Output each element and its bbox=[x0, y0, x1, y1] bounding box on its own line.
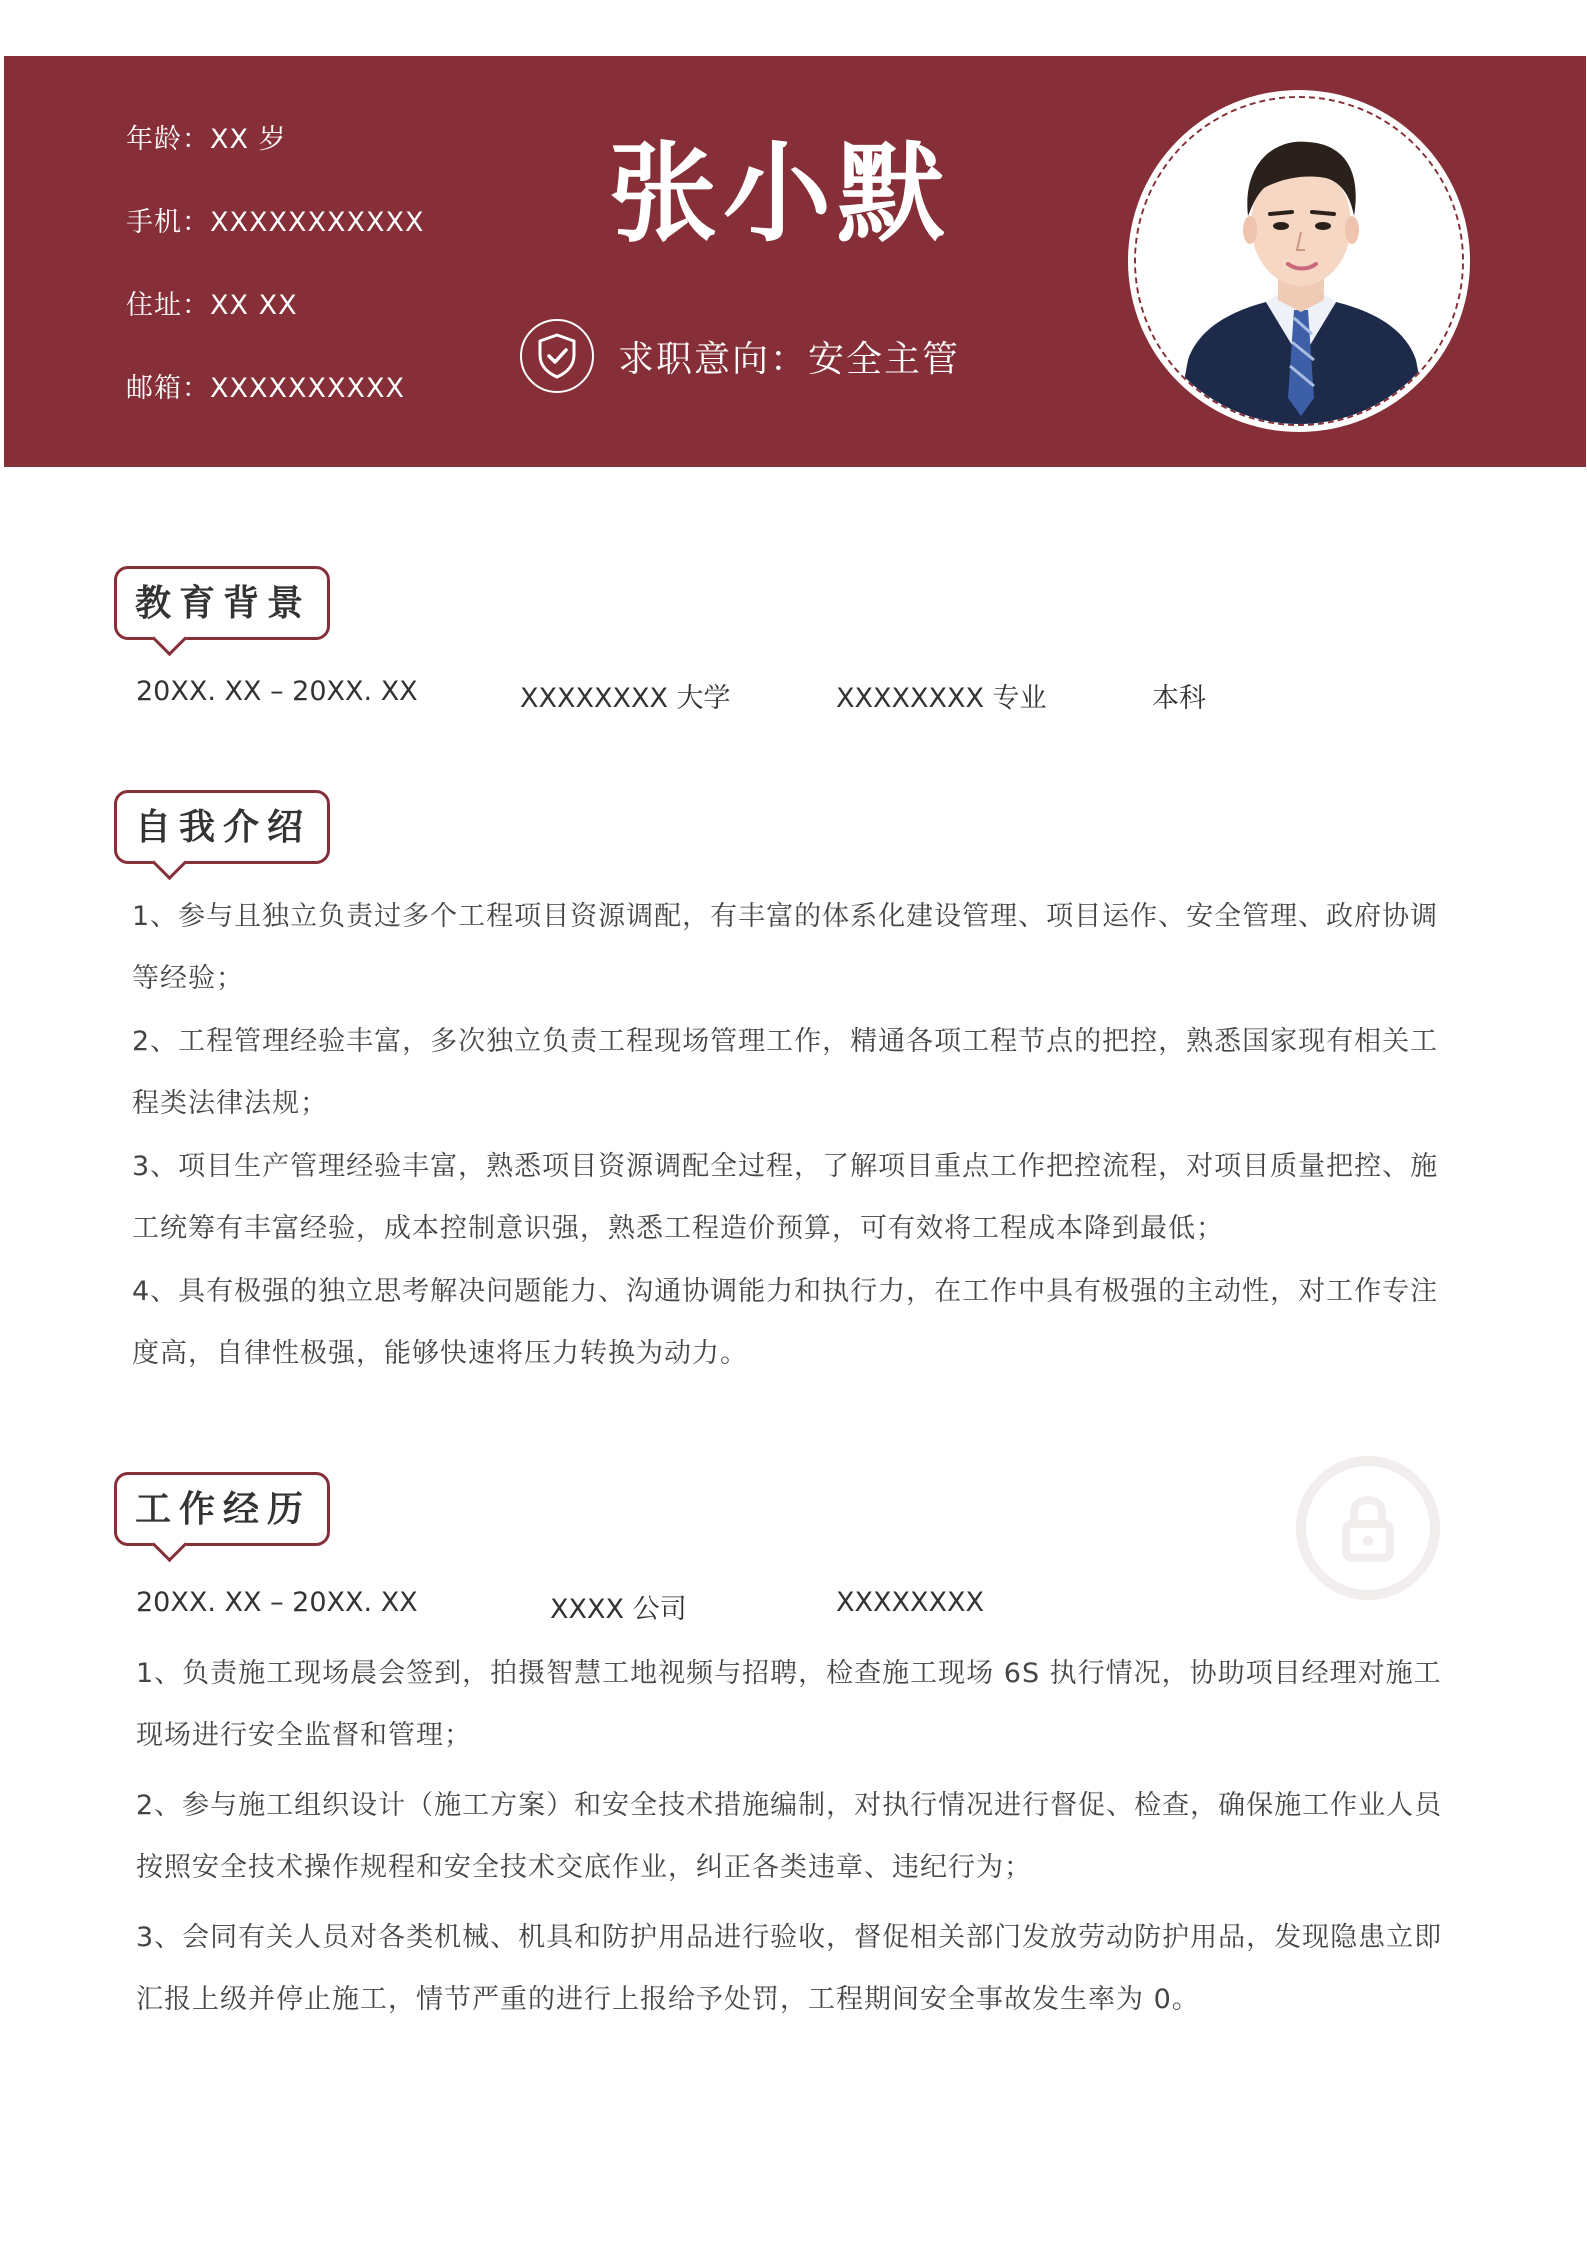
intro-title: 自我介绍 bbox=[135, 807, 312, 848]
age-line bbox=[126, 120, 424, 203]
phone-line bbox=[126, 203, 424, 286]
work-title: 工作经历 bbox=[135, 1489, 312, 1530]
email-value: XXXXXXXXXX bbox=[210, 373, 405, 404]
address-line bbox=[126, 286, 424, 369]
contact-info bbox=[126, 120, 424, 452]
job-objective bbox=[520, 318, 960, 394]
section-tab-education bbox=[114, 566, 330, 640]
phone-label: 手机： bbox=[126, 207, 210, 238]
address-label: 住址： bbox=[126, 290, 210, 321]
intro-item: 2、工程管理经验丰富，多次独立负责工程现场管理工作，精通各项工程节点的把控，熟悉国家现有相关工程类法律法规； bbox=[132, 1026, 1439, 1119]
age-label: 年龄： bbox=[126, 124, 210, 155]
work-position: XXXXXXXX bbox=[836, 1587, 984, 1618]
intro-item: 3、项目生产管理经验丰富，熟悉项目资源调配全过程，了解项目重点工作把控流程，对项目质量把控、施工统筹有丰富经验，成本控制意识强，熟悉工程造价预算，可有效将工程成本降到最低； bbox=[132, 1151, 1439, 1244]
objective-text: 求职意向：安全主管 bbox=[618, 338, 961, 380]
lock-icon bbox=[1296, 1456, 1440, 1600]
email-label: 邮箱： bbox=[126, 373, 210, 404]
education-dates: 20XX. XX – 20XX. XX bbox=[136, 676, 418, 707]
education-major: XXXXXXXX 专业 bbox=[836, 683, 1047, 714]
avatar bbox=[1128, 90, 1470, 432]
education-school: XXXXXXXX 大学 bbox=[520, 683, 731, 714]
shield-icon bbox=[520, 319, 594, 393]
work-dates: 20XX. XX – 20XX. XX bbox=[136, 1587, 418, 1618]
work-item: 2、参与施工组织设计（施工方案）和安全技术措施编制，对执行情况进行督促、检查，确保施工作业人员按照安全技术操作规程和安全技术交底作业，纠正各类违章、违纪行为； bbox=[136, 1790, 1443, 1883]
section-tab-work bbox=[114, 1472, 330, 1546]
education-degree: 本科 bbox=[1152, 683, 1206, 714]
section-tab-intro bbox=[114, 790, 330, 864]
age-value: XX 岁 bbox=[210, 124, 287, 155]
phone-value: XXXXXXXXXXX bbox=[210, 207, 425, 238]
work-item: 1、负责施工现场晨会签到，拍摄智慧工地视频与招聘，检查施工现场 6S 执行情况，协助项目经理对施工现场进行安全监督和管理； bbox=[136, 1658, 1442, 1751]
education-title: 教育背景 bbox=[135, 583, 312, 624]
candidate-name: 张小默 bbox=[608, 132, 951, 257]
intro-item: 1、参与且独立负责过多个工程项目资源调配，有丰富的体系化建设管理、项目运作、安全管理、政府协调等经验； bbox=[132, 901, 1439, 994]
work-item: 3、会同有关人员对各类机械、机具和防护用品进行验收，督促相关部门发放劳动防护用品，发现隐患立即汇报上级并停止施工，情节严重的进行上报给予处罚，工程期间安全事故发生率为 0。 bbox=[136, 1922, 1443, 2015]
intro-item: 4、具有极强的独立思考解决问题能力、沟通协调能力和执行力，在工作中具有极强的主动性，对工作专注度高，自律性极强，能够快速将压力转换为动力。 bbox=[132, 1276, 1439, 1369]
avatar-photo bbox=[1134, 96, 1464, 426]
work-company: XXXX 公司 bbox=[550, 1594, 687, 1625]
address-value: XX XX bbox=[210, 290, 298, 321]
email-line bbox=[126, 369, 424, 452]
